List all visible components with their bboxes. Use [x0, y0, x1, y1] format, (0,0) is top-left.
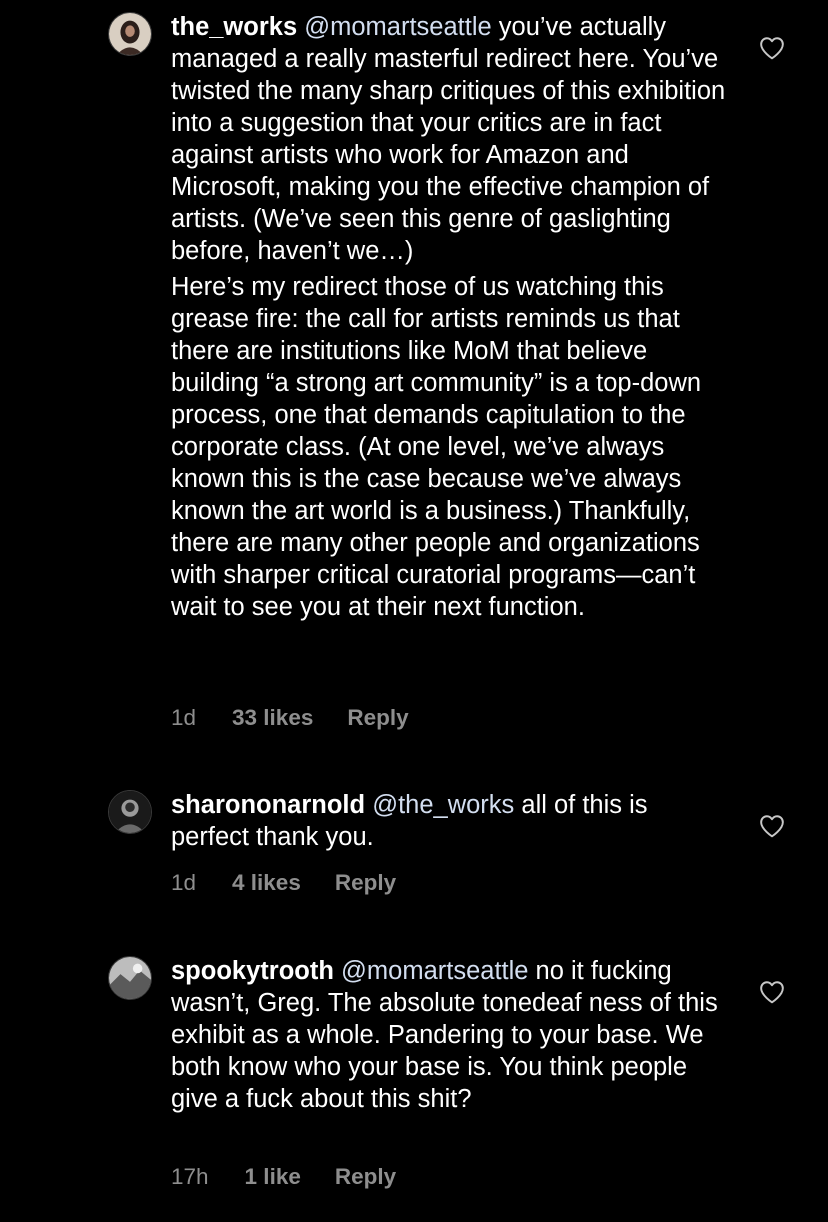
heart-outline-icon [759, 36, 785, 60]
comment-mention[interactable]: @momartseattle [341, 957, 529, 985]
comment-text [171, 789, 731, 853]
comment-paragraph [171, 11, 731, 267]
comment-meta [171, 869, 396, 897]
comment-timestamp: 1d [171, 705, 197, 730]
avatar[interactable] [108, 956, 152, 1000]
comment-timestamp: 17h [171, 1164, 209, 1189]
avatar[interactable] [108, 12, 152, 56]
comment-mention[interactable]: @the_works [372, 791, 515, 819]
comment-likes-count[interactable]: 1 like [244, 1164, 301, 1189]
reply-button[interactable]: Reply [347, 705, 409, 730]
comment-paragraph [171, 955, 731, 1115]
comment-body: no it fucking wasn’t, Greg. The absolute tonedeaf ness of this exhibit as a whole. Pandering to your base. We both know who your base is. You think people give a fuck about this shit? [171, 957, 718, 1113]
user-avatar-icon [109, 957, 151, 999]
reply-button[interactable]: Reply [334, 1164, 397, 1189]
like-button[interactable] [759, 36, 785, 60]
user-avatar-icon [109, 13, 151, 55]
comment-likes-count[interactable]: 4 likes [232, 870, 301, 895]
reply-button[interactable]: Reply [334, 870, 397, 895]
comment-timestamp: 1d [171, 870, 197, 895]
like-button[interactable] [759, 980, 785, 1004]
heart-outline-icon [759, 980, 785, 1004]
comment-username[interactable]: spookytrooth [171, 957, 334, 985]
comment-likes-count[interactable]: 33 likes [232, 705, 314, 730]
user-avatar-icon [109, 791, 151, 833]
heart-outline-icon [759, 814, 785, 838]
comment-text [171, 955, 731, 1115]
comment-username[interactable]: sharononarnold [171, 791, 366, 819]
comment-username[interactable]: the_works [171, 13, 298, 41]
like-button[interactable] [759, 814, 785, 838]
comment-meta [171, 704, 409, 732]
comment-body: all of this is perfect thank you. [171, 791, 648, 851]
comment-paragraph: Here’s my redirect those of us watching this grease fire: the call for artists reminds us that there are institutions like MoM that believe building “a strong art community” is a top-down process, one that demands capitulation to the corporate class. (At one level, we’ve always known this is the case because we’ve always known the art world is a business.) Thankfully, there are many other people and organizations with sharper critical curatorial programs—can’t wait to see you at their next function. [171, 273, 702, 621]
comment-meta [171, 1163, 396, 1191]
comment-mention[interactable]: @momartseattle [304, 13, 492, 41]
comment-text [171, 11, 731, 623]
comment-paragraph [171, 789, 731, 853]
avatar[interactable] [108, 790, 152, 834]
comment-body: you’ve actually managed a really masterful redirect here. You’ve twisted the many sharp critiques of this exhibition into a suggestion that your critics are in fact against artists who work for Amazon and Microsoft, making you the effective champion of artists. (We’ve seen this genre of gaslighting before, haven’t we…) [171, 13, 726, 265]
